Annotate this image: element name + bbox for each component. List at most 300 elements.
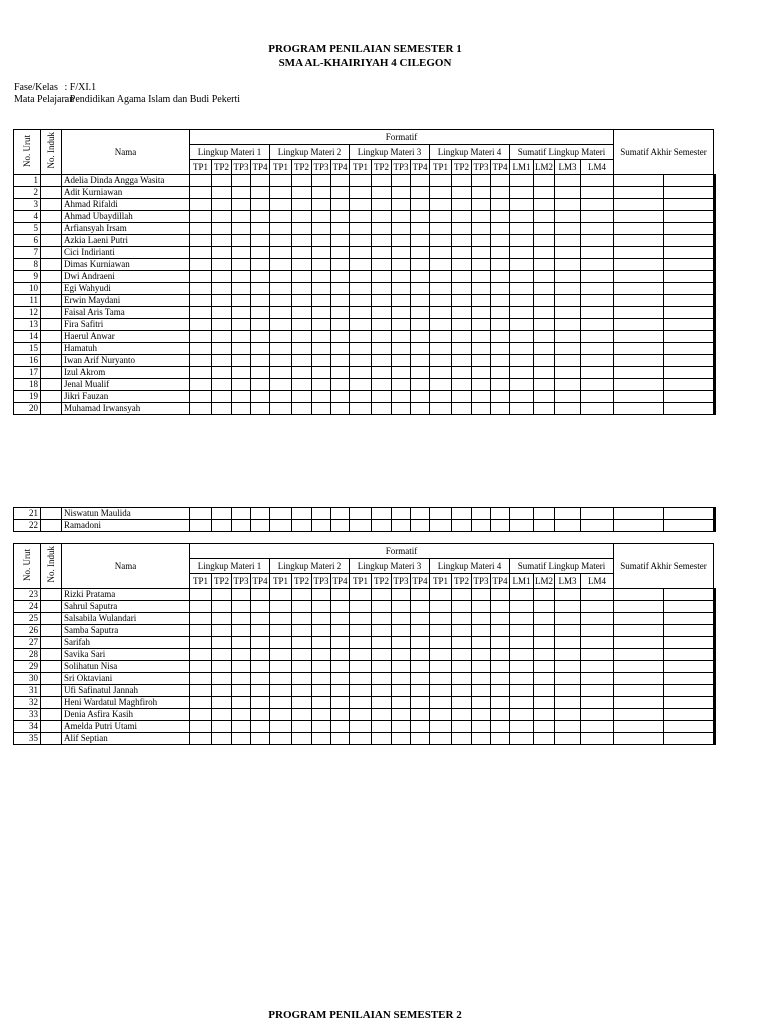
score-cell[interactable] xyxy=(452,637,472,649)
score-cell[interactable] xyxy=(212,733,232,745)
score-cell[interactable] xyxy=(555,637,581,649)
score-cell[interactable] xyxy=(251,223,270,235)
score-cell[interactable] xyxy=(190,283,212,295)
score-cell[interactable] xyxy=(614,697,664,709)
score-cell[interactable] xyxy=(555,613,581,625)
score-cell[interactable] xyxy=(312,403,331,415)
score-cell[interactable] xyxy=(350,697,372,709)
score-cell[interactable] xyxy=(392,283,411,295)
score-cell[interactable] xyxy=(534,199,555,211)
score-cell[interactable] xyxy=(312,601,331,613)
no-induk[interactable] xyxy=(41,637,62,649)
score-cell[interactable] xyxy=(232,379,251,391)
score-cell[interactable] xyxy=(392,403,411,415)
no-induk[interactable] xyxy=(41,601,62,613)
score-cell[interactable] xyxy=(392,367,411,379)
score-cell[interactable] xyxy=(664,295,714,307)
score-cell[interactable] xyxy=(510,661,534,673)
score-cell[interactable] xyxy=(430,175,452,187)
score-cell[interactable] xyxy=(472,271,491,283)
score-cell[interactable] xyxy=(491,187,510,199)
score-cell[interactable] xyxy=(614,601,664,613)
score-cell[interactable] xyxy=(312,589,331,601)
score-cell[interactable] xyxy=(251,697,270,709)
score-cell[interactable] xyxy=(212,601,232,613)
score-cell[interactable] xyxy=(581,247,614,259)
score-cell[interactable] xyxy=(270,319,292,331)
score-cell[interactable] xyxy=(581,199,614,211)
score-cell[interactable] xyxy=(491,697,510,709)
score-cell[interactable] xyxy=(510,199,534,211)
score-cell[interactable] xyxy=(350,331,372,343)
score-cell[interactable] xyxy=(312,637,331,649)
score-cell[interactable] xyxy=(190,601,212,613)
score-cell[interactable] xyxy=(350,625,372,637)
score-cell[interactable] xyxy=(411,520,430,532)
score-cell[interactable] xyxy=(392,199,411,211)
score-cell[interactable] xyxy=(251,685,270,697)
score-cell[interactable] xyxy=(452,733,472,745)
score-cell[interactable] xyxy=(452,625,472,637)
score-cell[interactable] xyxy=(430,367,452,379)
score-cell[interactable] xyxy=(251,199,270,211)
no-induk[interactable] xyxy=(41,367,62,379)
score-cell[interactable] xyxy=(715,187,716,199)
score-cell[interactable] xyxy=(534,709,555,721)
score-cell[interactable] xyxy=(614,733,664,745)
score-cell[interactable] xyxy=(212,271,232,283)
score-cell[interactable] xyxy=(715,319,716,331)
score-cell[interactable] xyxy=(190,625,212,637)
score-cell[interactable] xyxy=(411,508,430,520)
score-cell[interactable] xyxy=(232,403,251,415)
score-cell[interactable] xyxy=(372,709,392,721)
score-cell[interactable] xyxy=(452,187,472,199)
score-cell[interactable] xyxy=(350,319,372,331)
score-cell[interactable] xyxy=(190,235,212,247)
score-cell[interactable] xyxy=(270,259,292,271)
score-cell[interactable] xyxy=(292,355,312,367)
score-cell[interactable] xyxy=(232,331,251,343)
score-cell[interactable] xyxy=(664,259,714,271)
score-cell[interactable] xyxy=(452,343,472,355)
score-cell[interactable] xyxy=(190,673,212,685)
score-cell[interactable] xyxy=(452,403,472,415)
score-cell[interactable] xyxy=(491,520,510,532)
score-cell[interactable] xyxy=(430,391,452,403)
score-cell[interactable] xyxy=(555,199,581,211)
score-cell[interactable] xyxy=(372,661,392,673)
score-cell[interactable] xyxy=(491,271,510,283)
score-cell[interactable] xyxy=(392,211,411,223)
score-cell[interactable] xyxy=(392,307,411,319)
score-cell[interactable] xyxy=(510,649,534,661)
score-cell[interactable] xyxy=(270,649,292,661)
score-cell[interactable] xyxy=(270,343,292,355)
score-cell[interactable] xyxy=(372,520,392,532)
score-cell[interactable] xyxy=(491,685,510,697)
score-cell[interactable] xyxy=(232,601,251,613)
score-cell[interactable] xyxy=(331,307,350,319)
score-cell[interactable] xyxy=(212,355,232,367)
score-cell[interactable] xyxy=(251,508,270,520)
score-cell[interactable] xyxy=(190,589,212,601)
score-cell[interactable] xyxy=(411,661,430,673)
score-cell[interactable] xyxy=(372,367,392,379)
score-cell[interactable] xyxy=(664,319,714,331)
score-cell[interactable] xyxy=(510,319,534,331)
score-cell[interactable] xyxy=(350,379,372,391)
score-cell[interactable] xyxy=(534,625,555,637)
score-cell[interactable] xyxy=(555,307,581,319)
score-cell[interactable] xyxy=(534,223,555,235)
score-cell[interactable] xyxy=(312,625,331,637)
score-cell[interactable] xyxy=(350,685,372,697)
score-cell[interactable] xyxy=(190,661,212,673)
score-cell[interactable] xyxy=(715,661,716,673)
score-cell[interactable] xyxy=(555,235,581,247)
score-cell[interactable] xyxy=(715,211,716,223)
score-cell[interactable] xyxy=(350,259,372,271)
score-cell[interactable] xyxy=(452,247,472,259)
score-cell[interactable] xyxy=(715,697,716,709)
score-cell[interactable] xyxy=(555,625,581,637)
score-cell[interactable] xyxy=(510,259,534,271)
score-cell[interactable] xyxy=(472,355,491,367)
score-cell[interactable] xyxy=(350,235,372,247)
score-cell[interactable] xyxy=(510,307,534,319)
score-cell[interactable] xyxy=(411,199,430,211)
score-cell[interactable] xyxy=(664,613,714,625)
score-cell[interactable] xyxy=(292,649,312,661)
score-cell[interactable] xyxy=(581,343,614,355)
score-cell[interactable] xyxy=(372,259,392,271)
score-cell[interactable] xyxy=(430,673,452,685)
score-cell[interactable] xyxy=(534,697,555,709)
score-cell[interactable] xyxy=(350,175,372,187)
score-cell[interactable] xyxy=(534,343,555,355)
score-cell[interactable] xyxy=(664,379,714,391)
score-cell[interactable] xyxy=(331,199,350,211)
score-cell[interactable] xyxy=(452,601,472,613)
no-induk[interactable] xyxy=(41,613,62,625)
score-cell[interactable] xyxy=(312,283,331,295)
score-cell[interactable] xyxy=(472,199,491,211)
score-cell[interactable] xyxy=(510,601,534,613)
score-cell[interactable] xyxy=(555,733,581,745)
score-cell[interactable] xyxy=(534,247,555,259)
score-cell[interactable] xyxy=(614,721,664,733)
score-cell[interactable] xyxy=(251,391,270,403)
score-cell[interactable] xyxy=(251,367,270,379)
score-cell[interactable] xyxy=(251,295,270,307)
score-cell[interactable] xyxy=(510,709,534,721)
score-cell[interactable] xyxy=(190,379,212,391)
score-cell[interactable] xyxy=(614,649,664,661)
score-cell[interactable] xyxy=(251,307,270,319)
score-cell[interactable] xyxy=(491,283,510,295)
score-cell[interactable] xyxy=(270,403,292,415)
score-cell[interactable] xyxy=(312,187,331,199)
score-cell[interactable] xyxy=(664,733,714,745)
score-cell[interactable] xyxy=(251,211,270,223)
score-cell[interactable] xyxy=(472,637,491,649)
score-cell[interactable] xyxy=(510,613,534,625)
score-cell[interactable] xyxy=(190,211,212,223)
score-cell[interactable] xyxy=(411,343,430,355)
score-cell[interactable] xyxy=(372,697,392,709)
score-cell[interactable] xyxy=(715,589,716,601)
no-induk[interactable] xyxy=(41,235,62,247)
score-cell[interactable] xyxy=(190,508,212,520)
score-cell[interactable] xyxy=(270,295,292,307)
score-cell[interactable] xyxy=(251,520,270,532)
score-cell[interactable] xyxy=(614,175,664,187)
score-cell[interactable] xyxy=(555,211,581,223)
score-cell[interactable] xyxy=(411,187,430,199)
score-cell[interactable] xyxy=(331,331,350,343)
score-cell[interactable] xyxy=(430,661,452,673)
score-cell[interactable] xyxy=(212,685,232,697)
score-cell[interactable] xyxy=(614,355,664,367)
score-cell[interactable] xyxy=(392,613,411,625)
score-cell[interactable] xyxy=(312,331,331,343)
score-cell[interactable] xyxy=(372,283,392,295)
score-cell[interactable] xyxy=(270,367,292,379)
score-cell[interactable] xyxy=(430,343,452,355)
score-cell[interactable] xyxy=(392,343,411,355)
score-cell[interactable] xyxy=(312,673,331,685)
score-cell[interactable] xyxy=(581,223,614,235)
score-cell[interactable] xyxy=(392,391,411,403)
score-cell[interactable] xyxy=(392,625,411,637)
score-cell[interactable] xyxy=(331,391,350,403)
score-cell[interactable] xyxy=(372,637,392,649)
score-cell[interactable] xyxy=(411,625,430,637)
score-cell[interactable] xyxy=(581,307,614,319)
score-cell[interactable] xyxy=(392,259,411,271)
score-cell[interactable] xyxy=(251,613,270,625)
score-cell[interactable] xyxy=(232,307,251,319)
score-cell[interactable] xyxy=(452,307,472,319)
score-cell[interactable] xyxy=(581,259,614,271)
score-cell[interactable] xyxy=(212,721,232,733)
score-cell[interactable] xyxy=(715,721,716,733)
score-cell[interactable] xyxy=(350,508,372,520)
no-induk[interactable] xyxy=(41,271,62,283)
score-cell[interactable] xyxy=(190,295,212,307)
score-cell[interactable] xyxy=(581,379,614,391)
score-cell[interactable] xyxy=(452,685,472,697)
score-cell[interactable] xyxy=(190,697,212,709)
score-cell[interactable] xyxy=(190,649,212,661)
score-cell[interactable] xyxy=(312,661,331,673)
score-cell[interactable] xyxy=(581,403,614,415)
score-cell[interactable] xyxy=(212,283,232,295)
score-cell[interactable] xyxy=(392,685,411,697)
score-cell[interactable] xyxy=(350,403,372,415)
score-cell[interactable] xyxy=(614,247,664,259)
score-cell[interactable] xyxy=(331,721,350,733)
score-cell[interactable] xyxy=(190,685,212,697)
score-cell[interactable] xyxy=(430,379,452,391)
score-cell[interactable] xyxy=(534,673,555,685)
score-cell[interactable] xyxy=(534,331,555,343)
no-induk[interactable] xyxy=(41,520,62,532)
score-cell[interactable] xyxy=(312,199,331,211)
score-cell[interactable] xyxy=(491,355,510,367)
score-cell[interactable] xyxy=(715,649,716,661)
score-cell[interactable] xyxy=(292,625,312,637)
score-cell[interactable] xyxy=(581,721,614,733)
score-cell[interactable] xyxy=(581,673,614,685)
score-cell[interactable] xyxy=(555,673,581,685)
no-induk[interactable] xyxy=(41,403,62,415)
score-cell[interactable] xyxy=(491,508,510,520)
no-induk[interactable] xyxy=(41,685,62,697)
score-cell[interactable] xyxy=(392,319,411,331)
score-cell[interactable] xyxy=(472,307,491,319)
no-induk[interactable] xyxy=(41,661,62,673)
score-cell[interactable] xyxy=(190,259,212,271)
score-cell[interactable] xyxy=(312,259,331,271)
score-cell[interactable] xyxy=(555,697,581,709)
score-cell[interactable] xyxy=(292,271,312,283)
score-cell[interactable] xyxy=(212,379,232,391)
score-cell[interactable] xyxy=(534,391,555,403)
score-cell[interactable] xyxy=(664,199,714,211)
score-cell[interactable] xyxy=(581,625,614,637)
score-cell[interactable] xyxy=(212,175,232,187)
score-cell[interactable] xyxy=(212,343,232,355)
score-cell[interactable] xyxy=(190,331,212,343)
score-cell[interactable] xyxy=(411,331,430,343)
score-cell[interactable] xyxy=(292,661,312,673)
score-cell[interactable] xyxy=(372,331,392,343)
score-cell[interactable] xyxy=(664,307,714,319)
score-cell[interactable] xyxy=(350,733,372,745)
score-cell[interactable] xyxy=(292,673,312,685)
score-cell[interactable] xyxy=(270,637,292,649)
score-cell[interactable] xyxy=(614,295,664,307)
score-cell[interactable] xyxy=(715,355,716,367)
score-cell[interactable] xyxy=(292,295,312,307)
score-cell[interactable] xyxy=(331,175,350,187)
score-cell[interactable] xyxy=(312,247,331,259)
score-cell[interactable] xyxy=(430,733,452,745)
score-cell[interactable] xyxy=(190,733,212,745)
score-cell[interactable] xyxy=(614,661,664,673)
score-cell[interactable] xyxy=(372,613,392,625)
score-cell[interactable] xyxy=(350,223,372,235)
score-cell[interactable] xyxy=(350,637,372,649)
score-cell[interactable] xyxy=(614,331,664,343)
score-cell[interactable] xyxy=(472,508,491,520)
score-cell[interactable] xyxy=(510,637,534,649)
no-induk[interactable] xyxy=(41,733,62,745)
score-cell[interactable] xyxy=(510,343,534,355)
score-cell[interactable] xyxy=(212,649,232,661)
score-cell[interactable] xyxy=(452,367,472,379)
score-cell[interactable] xyxy=(350,589,372,601)
score-cell[interactable] xyxy=(452,697,472,709)
score-cell[interactable] xyxy=(491,343,510,355)
score-cell[interactable] xyxy=(491,625,510,637)
score-cell[interactable] xyxy=(555,331,581,343)
score-cell[interactable] xyxy=(251,343,270,355)
score-cell[interactable] xyxy=(411,601,430,613)
score-cell[interactable] xyxy=(292,601,312,613)
score-cell[interactable] xyxy=(212,697,232,709)
score-cell[interactable] xyxy=(251,283,270,295)
score-cell[interactable] xyxy=(292,223,312,235)
score-cell[interactable] xyxy=(472,661,491,673)
score-cell[interactable] xyxy=(292,709,312,721)
score-cell[interactable] xyxy=(472,403,491,415)
score-cell[interactable] xyxy=(510,721,534,733)
no-induk[interactable] xyxy=(41,709,62,721)
no-induk[interactable] xyxy=(41,673,62,685)
score-cell[interactable] xyxy=(190,199,212,211)
score-cell[interactable] xyxy=(430,319,452,331)
score-cell[interactable] xyxy=(312,391,331,403)
score-cell[interactable] xyxy=(212,709,232,721)
score-cell[interactable] xyxy=(555,271,581,283)
score-cell[interactable] xyxy=(452,649,472,661)
score-cell[interactable] xyxy=(372,403,392,415)
score-cell[interactable] xyxy=(292,283,312,295)
score-cell[interactable] xyxy=(331,709,350,721)
score-cell[interactable] xyxy=(452,673,472,685)
score-cell[interactable] xyxy=(350,391,372,403)
score-cell[interactable] xyxy=(581,331,614,343)
score-cell[interactable] xyxy=(430,211,452,223)
score-cell[interactable] xyxy=(534,508,555,520)
score-cell[interactable] xyxy=(312,520,331,532)
score-cell[interactable] xyxy=(350,283,372,295)
score-cell[interactable] xyxy=(452,319,472,331)
score-cell[interactable] xyxy=(270,175,292,187)
score-cell[interactable] xyxy=(581,295,614,307)
score-cell[interactable] xyxy=(411,733,430,745)
score-cell[interactable] xyxy=(715,685,716,697)
score-cell[interactable] xyxy=(270,733,292,745)
score-cell[interactable] xyxy=(251,649,270,661)
score-cell[interactable] xyxy=(491,199,510,211)
score-cell[interactable] xyxy=(212,187,232,199)
score-cell[interactable] xyxy=(212,637,232,649)
score-cell[interactable] xyxy=(472,331,491,343)
score-cell[interactable] xyxy=(581,709,614,721)
score-cell[interactable] xyxy=(452,589,472,601)
score-cell[interactable] xyxy=(510,697,534,709)
score-cell[interactable] xyxy=(372,355,392,367)
score-cell[interactable] xyxy=(510,685,534,697)
score-cell[interactable] xyxy=(392,223,411,235)
score-cell[interactable] xyxy=(331,403,350,415)
score-cell[interactable] xyxy=(534,355,555,367)
score-cell[interactable] xyxy=(331,661,350,673)
score-cell[interactable] xyxy=(510,187,534,199)
score-cell[interactable] xyxy=(715,307,716,319)
score-cell[interactable] xyxy=(312,175,331,187)
score-cell[interactable] xyxy=(212,367,232,379)
score-cell[interactable] xyxy=(270,613,292,625)
score-cell[interactable] xyxy=(664,355,714,367)
score-cell[interactable] xyxy=(190,247,212,259)
score-cell[interactable] xyxy=(190,187,212,199)
score-cell[interactable] xyxy=(430,271,452,283)
